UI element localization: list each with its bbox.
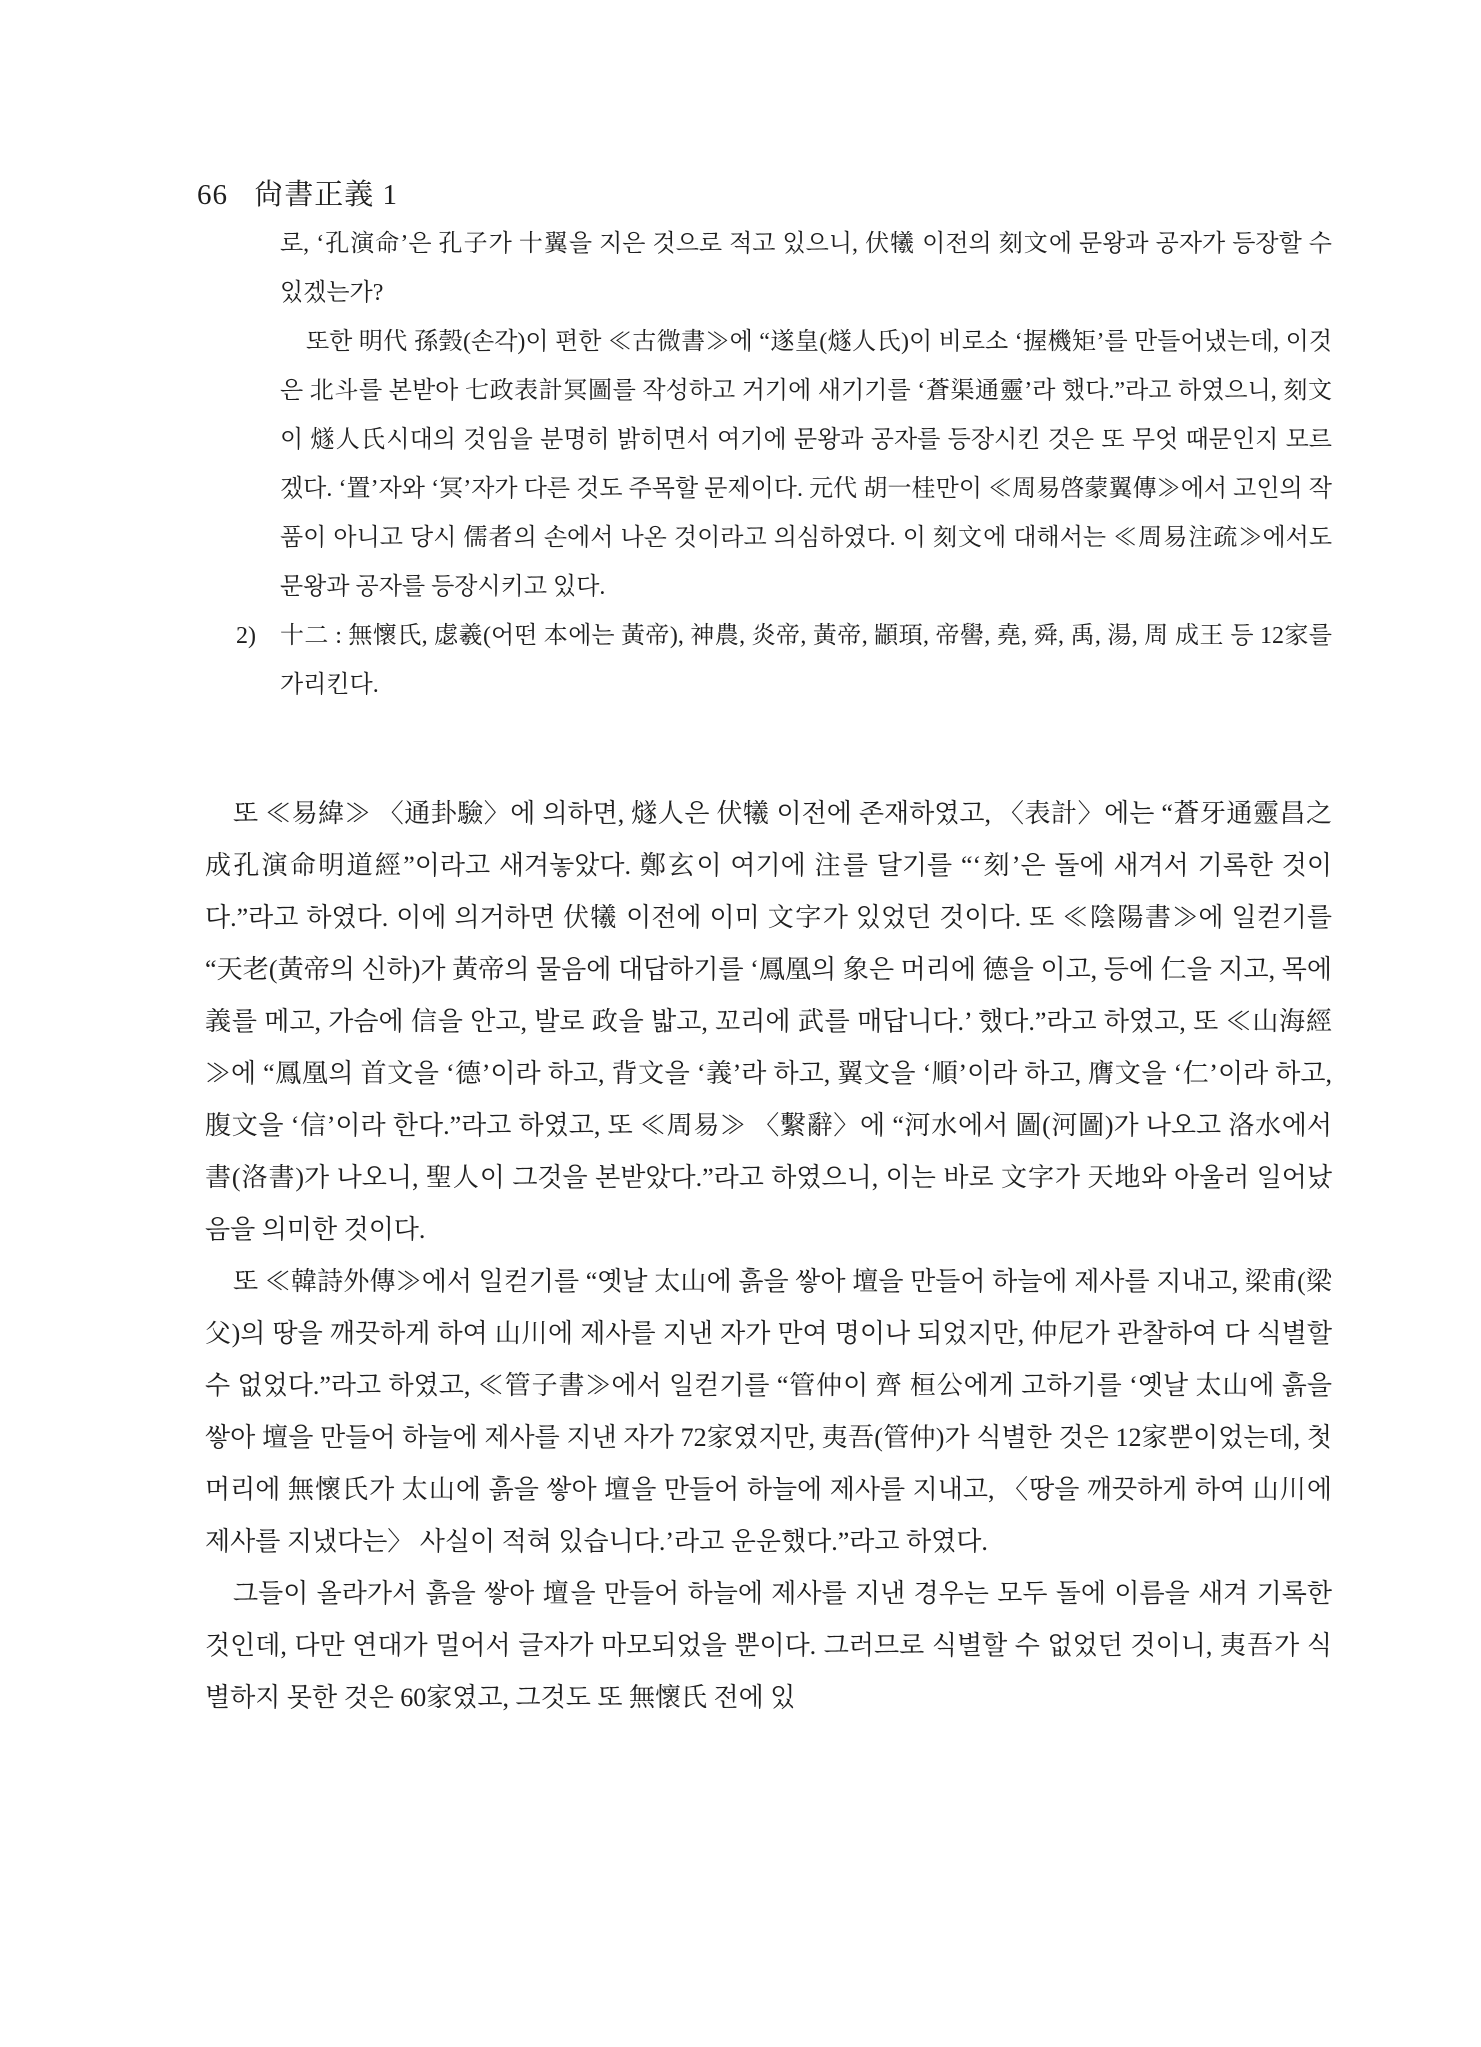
- body-paragraph-3: 그들이 올라가서 흙을 쌓아 壇을 만들어 하늘에 제사를 지낸 경우는 모두 돌에 이름을 새겨 기록한 것인데, 다만 연대가 멀어서 글자가 마모되었을 뿐이다. 그러므로 식별할 수 없었던 것이니, 夷吾가 식별하지 못한 것은 60家였고, 그것도 또 無懷氏 전에 있: [205, 1579, 1332, 1712]
- body-paragraph-1: 또 ≪易緯≫ 〈通卦驗〉에 의하면, 燧人은 伏犧 이전에 존재하였고, 〈表計〉에는 “蒼牙通靈昌之成孔演命明道經”이라고 새겨놓았다. 鄭玄이 여기에 注를 달기를 “‘刻’은 돌에 새겨서 기록한 것이다.”라고 하였다. 이에 의거하면 伏犧 이전에 이미 文字가 있었던 것이다. 또 ≪陰陽書≫에 일컫기를 “天老(黃帝의 신하)가 黃帝의 물음에 대답하기를 ‘鳳凰의 象은 머리에 德을 이고, 등에 仁을 지고, 목에 義를 메고, 가슴에 信을 안고, 발로 政을 밟고, 꼬리에 武를 매답니다.’ 했다.”라고 하였고, 또 ≪山海經≫에 “鳳凰의 首文을 ‘德’이라 하고, 背文을 ‘義’라 하고, 翼文을 ‘順’이라 하고, 膺文을 ‘仁’이라 하고, 腹文을 ‘信’이라 한다.”라고 하였고, 또 ≪周易≫ 〈繫辭〉에 “河水에서 圖(河圖)가 나오고 洛水에서 書(洛書)가 나오니, 聖人이 그것을 본받았다.”라고 하였으니, 이는 바로 文字가 天地와 아울러 일어났음을 의미한 것이다.: [205, 799, 1332, 1244]
- running-header: [197, 178, 398, 212]
- footnote-2-marker: 2): [236, 623, 256, 649]
- footnote-2-text: 十二 : 無懷氏, 虙羲(어떤 本에는 黃帝), 神農, 炎帝, 黃帝, 顓頊, 帝嚳, 堯, 舜, 禹, 湯, 周 成王 등 12家를 가리킨다.: [280, 623, 1332, 698]
- footnote-section: [236, 220, 1332, 710]
- body-text-section: [205, 788, 1332, 1724]
- footnote-2: [236, 612, 1332, 710]
- footnote-1-continuation-para-1: 로, ‘孔演命’은 孔子가 十翼을 지은 것으로 적고 있으니, 伏犧 이전의 刻文에 문왕과 공자가 등장할 수 있겠는가?: [280, 231, 1332, 306]
- body-paragraph-2: 또 ≪韓詩外傳≫에서 일컫기를 “옛날 太山에 흙을 쌓아 壇을 만들어 하늘에 제사를 지내고, 梁甫(梁父)의 땅을 깨끗하게 하여 山川에 제사를 지낸 자가 만여 명이나 되었지만, 仲尼가 관찰하여 다 식별할 수 없었다.”라고 하였고, ≪管子書≫에서 일컫기를 “管仲이 齊 桓公에게 고하기를 ‘옛날 太山에 흙을 쌓아 壇을 만들어 하늘에 제사를 지낸 자가 72家였지만, 夷吾(管仲)가 식별한 것은 12家뿐이었는데, 첫머리에 無懷氏가 太山에 흙을 쌓아 壇을 만들어 하늘에 제사를 지내고, 〈땅을 깨끗하게 하여 山川에 제사를 지냈다는〉 사실이 적혀 있습니다.’라고 운운했다.”라고 하였다.: [205, 1267, 1332, 1556]
- page-number: 66: [197, 179, 228, 211]
- footnote-1-continuation-para-2: 또한 明代 孫瑴(손각)이 편한 ≪古微書≫에 “遂皇(燧人氏)이 비로소 ‘握機矩’를 만들어냈는데, 이것은 北斗를 본받아 七政表計冥圖를 작성하고 거기에 새기기를 ‘蒼渠通靈’라 했다.”라고 하였으니, 刻文이 燧人氏시대의 것임을 분명히 밝히면서 여기에 문왕과 공자를 등장시킨 것은 또 무엇 때문인지 모르겠다. ‘置’자와 ‘冥’자가 다른 것도 주목할 문제이다. 元代 胡一桂만이 ≪周易啓蒙翼傳≫에서 고인의 작품이 아니고 당시 儒者의 손에서 나온 것이라고 의심하였다. 이 刻文에 대해서는 ≪周易注疏≫에서도 문왕과 공자를 등장시키고 있다.: [280, 329, 1332, 600]
- book-title: 尙書正義 1: [254, 179, 399, 211]
